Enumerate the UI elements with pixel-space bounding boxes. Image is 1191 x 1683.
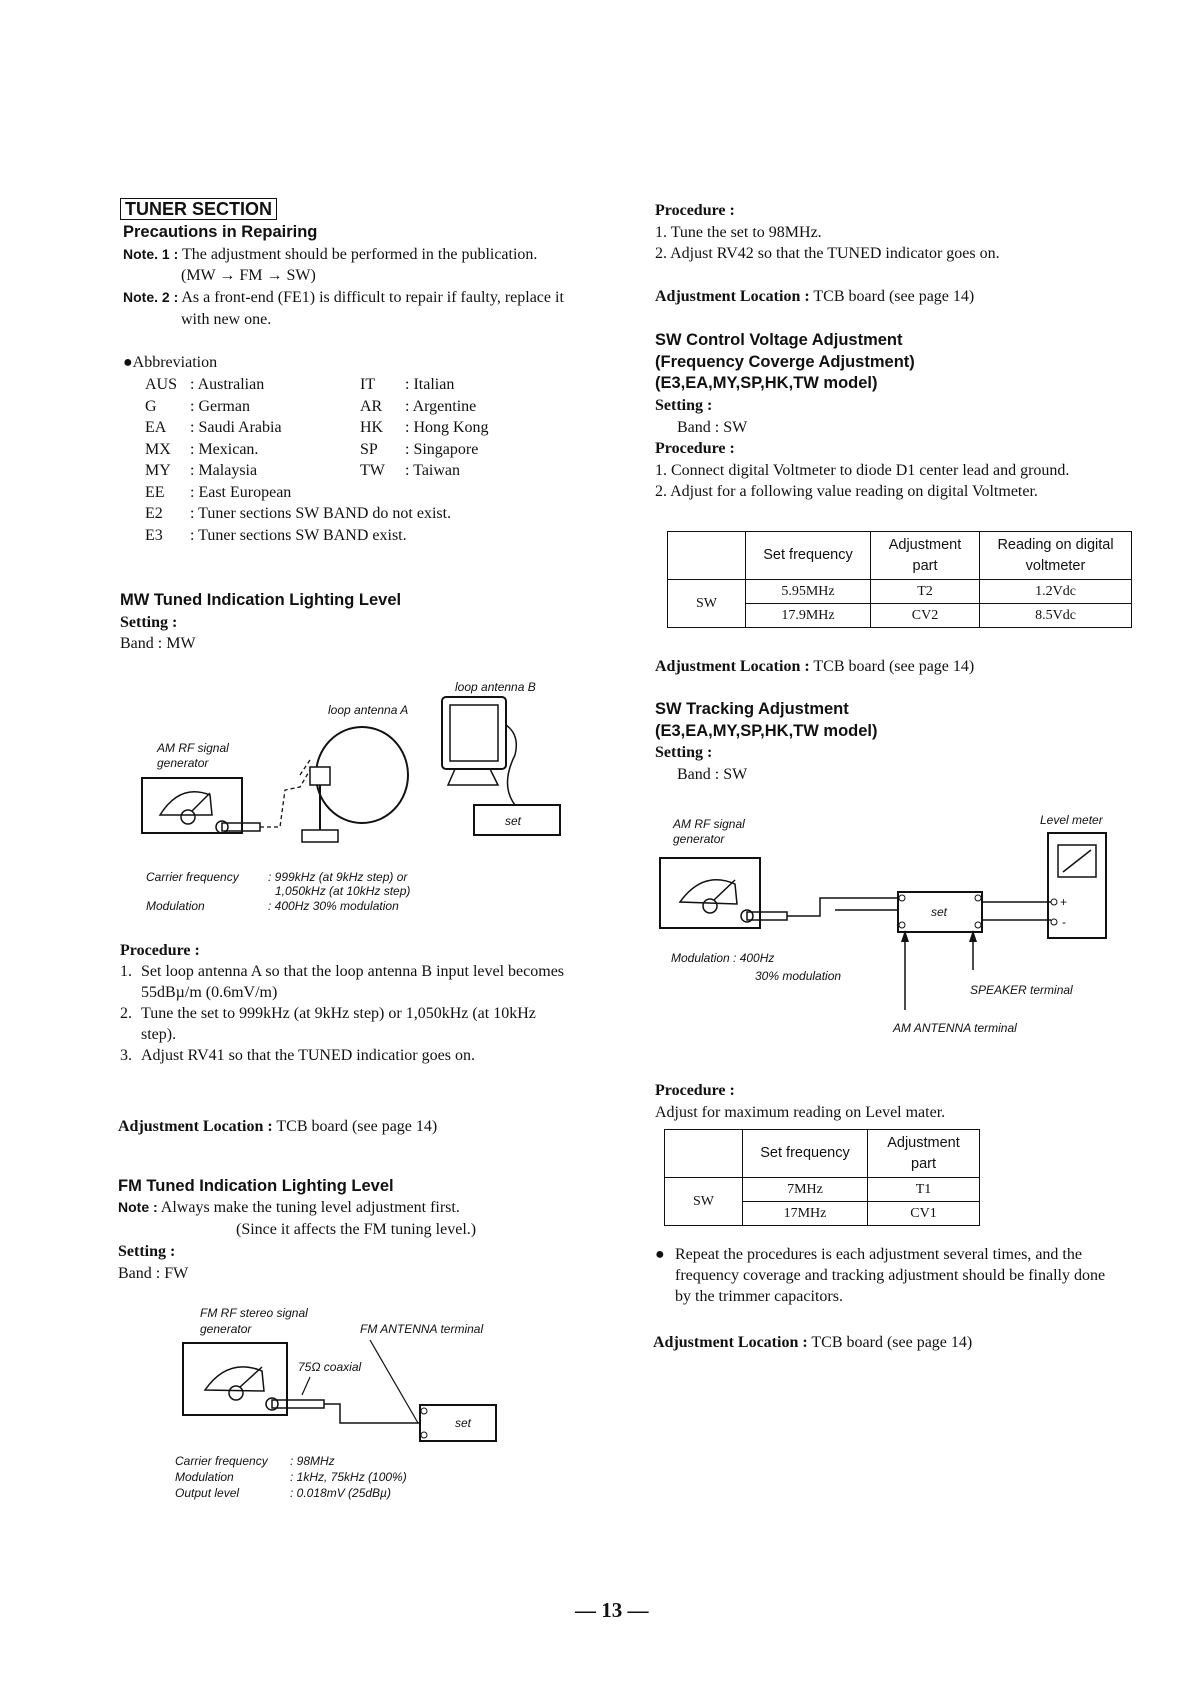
swtr-mod-1: Modulation : 400Hz (671, 951, 775, 965)
note-1-order: (MW → FM → SW) (181, 267, 316, 284)
bullet-icon: ● (655, 1246, 665, 1263)
step: 3. Adjust RV41 so that the TUNED indicatior goes on. (120, 1047, 475, 1064)
swcv-adj-location: Adjustment Location : TCB board (see page 14) (655, 658, 975, 675)
loop-antenna-a-icon (302, 727, 408, 842)
abbrev-title: ●Abbreviation (123, 354, 218, 371)
abbrev-row: MX : Mexican. (145, 440, 259, 458)
fm-note: Note : Always make the tuning level adjustment first. (118, 1199, 460, 1216)
loop-antenna-b-icon (442, 697, 516, 805)
swtr-proc-text: Adjust for maximum reading on Level mater. (655, 1104, 946, 1121)
fm-mod-value: : 1kHz, 75kHz (100%) (290, 1470, 407, 1484)
mw-band: Band : MW (120, 635, 196, 652)
swcv-heading-3: (E3,EA,MY,SP,HK,TW model) (655, 374, 878, 392)
terminal-icon (421, 1432, 427, 1438)
abbrev-row: E2 : Tuner sections SW BAND do not exist. (145, 505, 452, 522)
table-row: 17MHz CV1 (665, 1202, 980, 1226)
swtr-adj-location: Adjustment Location : TCB board (see page 14) (653, 1334, 973, 1351)
swcv-heading-2: (Frequency Coverge Adjustment) (655, 353, 915, 371)
am-antenna-terminal-label: AM ANTENNA terminal (893, 1021, 1017, 1035)
terminal-icon (899, 895, 905, 901)
mw-steps (120, 961, 615, 1066)
swcv-heading-1: SW Control Voltage Adjustment (655, 331, 903, 349)
section-title (120, 199, 277, 220)
swcv-table (667, 531, 1132, 628)
swtr-procedure: Procedure : (655, 1082, 735, 1099)
note-1: Note. 1 : The adjustment should be performed in the publication. (123, 246, 538, 263)
mw-setting: Setting : (120, 614, 178, 631)
coax-pointer (302, 1377, 310, 1395)
fm-heading: FM Tuned Indication Lighting Level (118, 1177, 394, 1195)
band-cell: SW (665, 1178, 743, 1226)
precautions-heading: Precautions in Repairing (123, 223, 318, 241)
abbrev-row: G : German (145, 397, 250, 415)
swtr-diagram (655, 810, 1125, 1045)
fm-antenna-label: FM ANTENNA terminal (360, 1322, 484, 1336)
table-corner (668, 532, 746, 580)
swcv-band: Band : SW (677, 419, 748, 436)
carrier-label: Carrier frequency (146, 870, 239, 884)
abbrev-row: SP : Singapore (360, 440, 479, 458)
swtr-setting: Setting : (655, 744, 713, 761)
table-corner (665, 1130, 743, 1178)
swcv-steps (655, 460, 1069, 502)
coax-label: 75Ω coaxial (298, 1360, 362, 1374)
step: 2. Tune the set to 999kHz (at 9kHz step) or 1,050kHz (at 10kHz step). (120, 1005, 536, 1043)
swtr-set-label: set (931, 905, 948, 919)
fm-diagram (170, 1305, 530, 1505)
swtr-heading-1: SW Tracking Adjustment (655, 700, 849, 718)
level-meter-icon (1048, 833, 1106, 938)
cable-icon (222, 760, 310, 831)
modulation-label: Modulation (146, 899, 205, 913)
coax-wire (324, 1404, 420, 1423)
loop-antenna-b-label: loop antenna B (455, 680, 536, 694)
swtr-band: Band : SW (677, 766, 748, 783)
fm-procedure: Procedure : (655, 202, 735, 219)
fm-steps (655, 222, 1000, 264)
repeat-note: ● Repeat the procedures is each adjustment several times, and the frequency coverage and tracking adjustment should be finally done by the trimmer capacitors. (655, 1246, 1106, 1305)
fm-gen-label-1: FM RF stereo signal (200, 1306, 308, 1320)
mw-heading: MW Tuned Indication Lighting Level (120, 591, 402, 609)
swcv-setting: Setting : (655, 397, 713, 414)
abbrev-row: TW : Taiwan (360, 462, 461, 479)
abbrev-row: E3 : Tuner sections SW BAND exist. (145, 526, 407, 544)
swcv-procedure: Procedure : (655, 440, 735, 457)
terminal-icon (975, 922, 981, 928)
mw-adj-location: Adjustment Location : TCB board (see page 14) (118, 1118, 438, 1135)
fm-band: Band : FW (118, 1265, 189, 1282)
fm-note-cont: (Since it affects the FM tuning level.) (236, 1221, 477, 1238)
header-set-frequency: Set frequency (746, 532, 871, 580)
level-meter-label: Level meter (1040, 813, 1103, 827)
am-gen-label-2: generator (673, 832, 725, 846)
set-label: set (505, 814, 522, 828)
carrier-value-1: : 999kHz (at 9kHz step) or (268, 870, 408, 884)
note-2: Note. 2 : As a front-end (FE1) is difficult to repair if faulty, replace it (123, 289, 564, 306)
antenna-pointer (370, 1340, 418, 1423)
speaker-terminal-label: SPEAKER terminal (970, 983, 1073, 997)
step: 1. Connect digital Voltmeter to diode D1 center lead and ground. (655, 462, 1070, 479)
generator-label-1: AM RF signal (157, 741, 229, 755)
abbrev-list-right (360, 374, 560, 482)
loop-antenna-a-label: loop antenna A (328, 703, 409, 717)
table-row: SW 7MHz T1 (665, 1178, 980, 1202)
band-cell: SW (668, 580, 746, 628)
table-row: 17.9MHz CV2 8.5Vdc (668, 604, 1132, 628)
abbrev-row: AUS : Australian (145, 376, 265, 393)
swtr-table (664, 1129, 980, 1226)
abbrev-row: IT : Italian (360, 376, 455, 393)
swtr-heading-2: (E3,EA,MY,SP,HK,TW model) (655, 722, 878, 740)
mw-procedure: Procedure : (120, 942, 200, 959)
fm-set-label: set (455, 1416, 472, 1430)
section-title-text: TUNER SECTION (120, 198, 277, 220)
minus-label: - (1062, 915, 1066, 929)
abbrev-row: AR : Argentine (360, 397, 477, 415)
fm-output-label: Output level (175, 1486, 240, 1500)
terminal-icon (899, 922, 905, 928)
step: 2. Adjust for a following value reading on digital Voltmeter. (655, 483, 1038, 500)
swtr-mod-2: 30% modulation (755, 969, 842, 983)
fm-setting: Setting : (118, 1243, 176, 1260)
abbrev-row: MY : Malaysia (145, 462, 258, 479)
abbrev-row: EE : East European (145, 483, 292, 501)
signal-generator-icon (142, 778, 242, 833)
plus-label: + (1060, 895, 1068, 909)
header-reading: Reading on digital voltmeter (980, 532, 1132, 580)
modulation-value: : 400Hz 30% modulation (268, 899, 399, 913)
fm-adj-location: Adjustment Location : TCB board (see page 14) (655, 288, 975, 305)
fm-carrier-label: Carrier frequency (175, 1454, 268, 1468)
fm-mod-label: Modulation (175, 1470, 234, 1484)
step: 1. Set loop antenna A so that the loop antenna B input level becomes 55dBµ/m (0.6mV/m) (120, 963, 565, 1001)
step: 2. Adjust RV42 so that the TUNED indicator goes on. (655, 245, 1000, 262)
fm-carrier-value: : 98MHz (290, 1454, 335, 1468)
header-set-frequency: Set frequency (743, 1130, 868, 1178)
header-adjustment-part: Adjustment part (871, 532, 980, 580)
header-adjustment-part: Adjustment part (868, 1130, 980, 1178)
abbrev-row: HK : Hong Kong (360, 419, 489, 436)
note-2-cont: with new one. (181, 311, 272, 328)
generator-label-2: generator (157, 756, 209, 770)
fm-gen-label-2: generator (200, 1322, 252, 1336)
terminal-icon (975, 895, 981, 901)
page-number: — 13 — (575, 1598, 649, 1622)
abbrev-row: EA : Saudi Arabia (145, 419, 282, 436)
am-wire (787, 898, 898, 916)
terminal-icon (421, 1408, 427, 1414)
coax-cable-icon (272, 1400, 324, 1408)
am-signal-generator-icon (660, 858, 760, 928)
mw-diagram (130, 675, 600, 925)
fm-output-value: : 0.018mV (25dBµ) (290, 1486, 391, 1500)
carrier-value-2: 1,050kHz (at 10kHz step) (275, 884, 411, 898)
table-row: SW 5.95MHz T2 1.2Vdc (668, 580, 1132, 604)
step: 1. Tune the set to 98MHz. (655, 224, 822, 241)
am-gen-label-1: AM RF signal (673, 817, 745, 831)
